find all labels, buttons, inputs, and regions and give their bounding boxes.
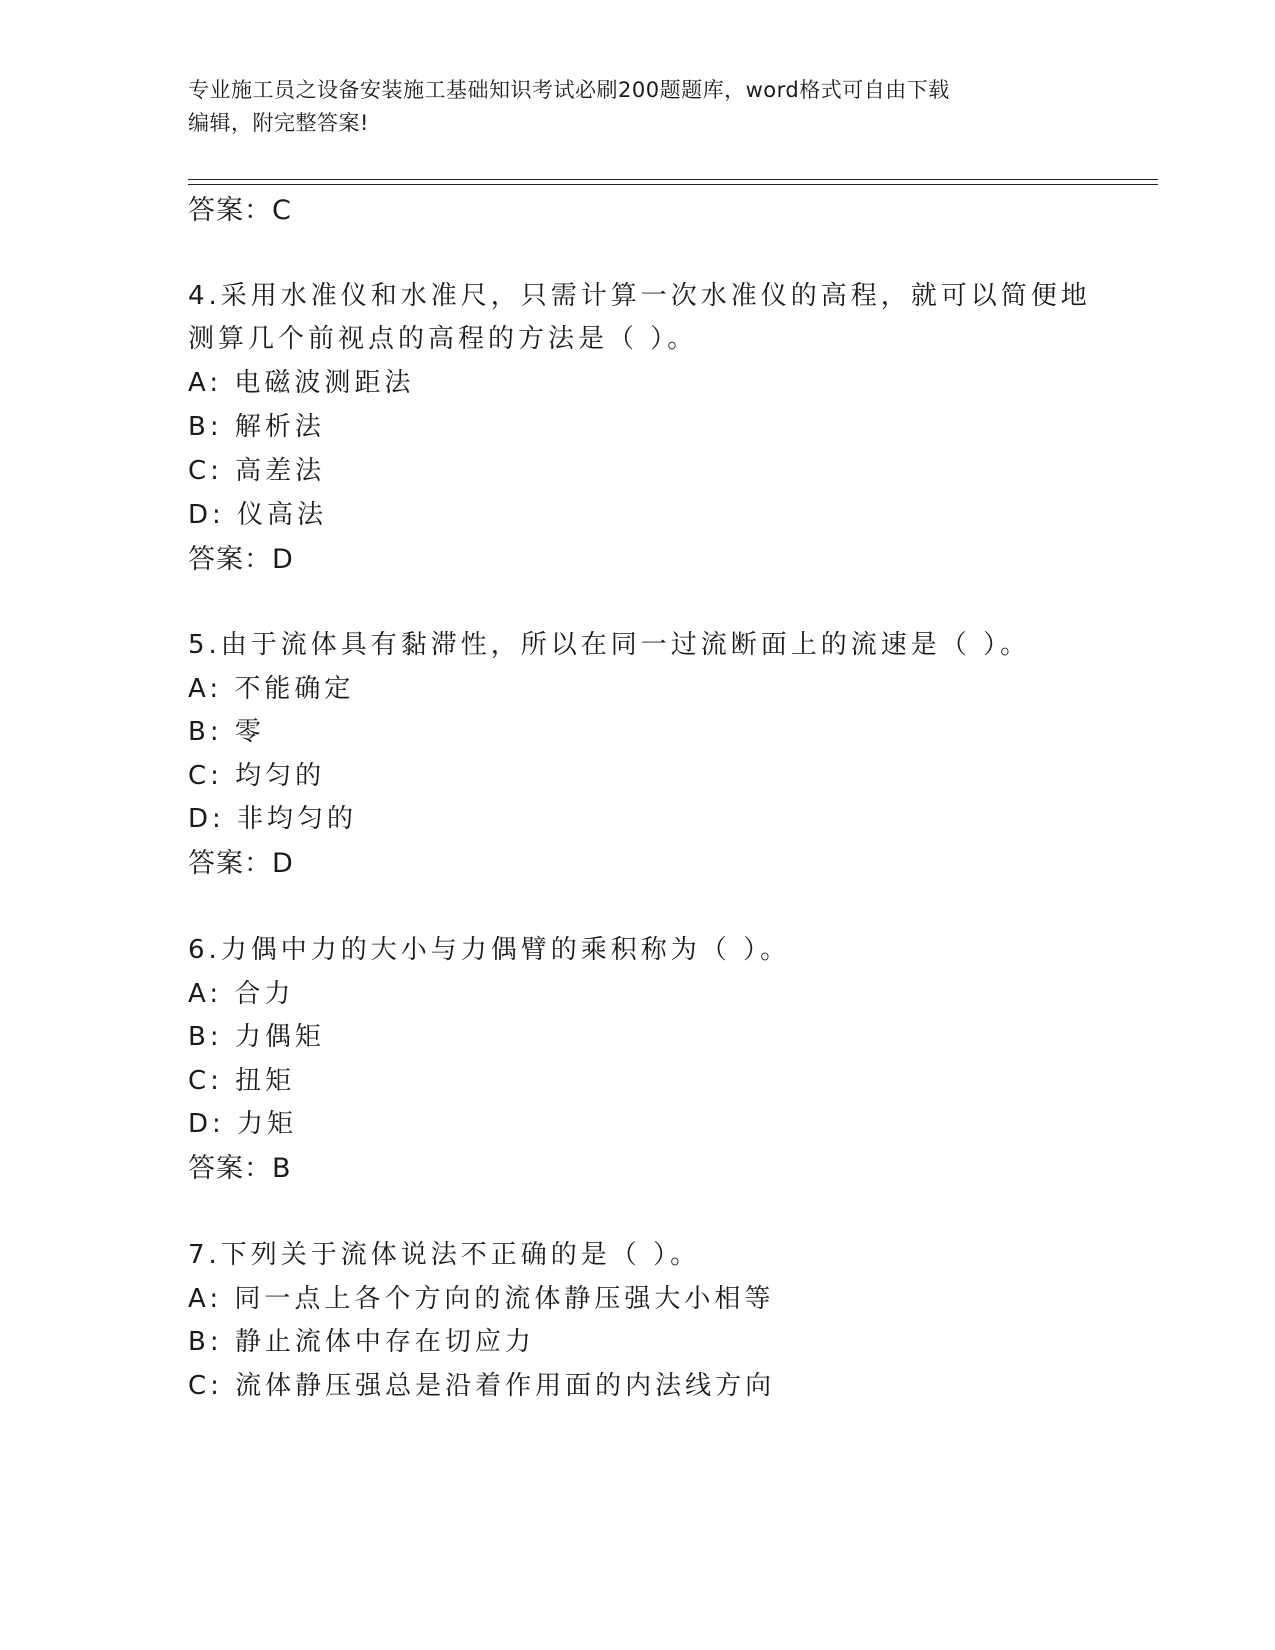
question-4-text-line-1: 4.采用水准仪和水准尺，只需计算一次水准仪的高程，就可以简便地: [188, 281, 1091, 311]
answer-q4: 答案：D: [188, 544, 294, 575]
question-4-option-c: C: 高差法: [188, 456, 326, 486]
question-5-option-b: B: 零: [188, 717, 265, 747]
question-4-text-line-2: 测算几个前视点的高程的方法是（ ）。: [188, 324, 698, 354]
question-4-option-b: B: 解析法: [188, 412, 325, 442]
answer-q3: 答案：C: [188, 195, 292, 226]
question-5-text-line-1: 5.由于流体具有黏滞性，所以在同一过流断面上的流速是（ ）。: [188, 630, 1031, 660]
question-7-option-c: C: 流体静压强总是沿着作用面的内法线方向: [188, 1371, 776, 1401]
answer-q5: 答案：D: [188, 848, 294, 879]
question-7-option-a: A: 同一点上各个方向的流体静压强大小相等: [188, 1284, 775, 1314]
question-6-option-b: B: 力偶矩: [188, 1022, 325, 1052]
question-7-text-line-1: 7.下列关于流体说法不正确的是（ ）。: [188, 1240, 701, 1270]
question-7-option-b: B: 静止流体中存在切应力: [188, 1327, 535, 1357]
question-5-option-d: D: 非均匀的: [188, 804, 358, 834]
header-divider-bottom: [188, 184, 1158, 185]
header-title-line-1: 专业施工员之设备安装施工基础知识考试必刷200题题库，word格式可自由下载: [188, 78, 950, 102]
question-5-option-a: A: 不能确定: [188, 674, 355, 704]
question-4-option-a: A: 电磁波测距法: [188, 368, 415, 398]
question-6-option-d: D: 力矩: [188, 1109, 298, 1139]
question-4-option-d: D: 仪高法: [188, 500, 328, 530]
header-divider-top: [188, 179, 1158, 180]
question-6-text-line-1: 6.力偶中力的大小与力偶臂的乘积称为（ ）。: [188, 935, 791, 965]
answer-q6: 答案：B: [188, 1153, 292, 1184]
question-6-option-c: C: 扭矩: [188, 1066, 296, 1096]
question-5-option-c: C: 均匀的: [188, 761, 326, 791]
page-header: [188, 74, 1088, 140]
question-6-option-a: A: 合力: [188, 979, 295, 1009]
header-title-line-2: 编辑，附完整答案!: [188, 111, 369, 135]
